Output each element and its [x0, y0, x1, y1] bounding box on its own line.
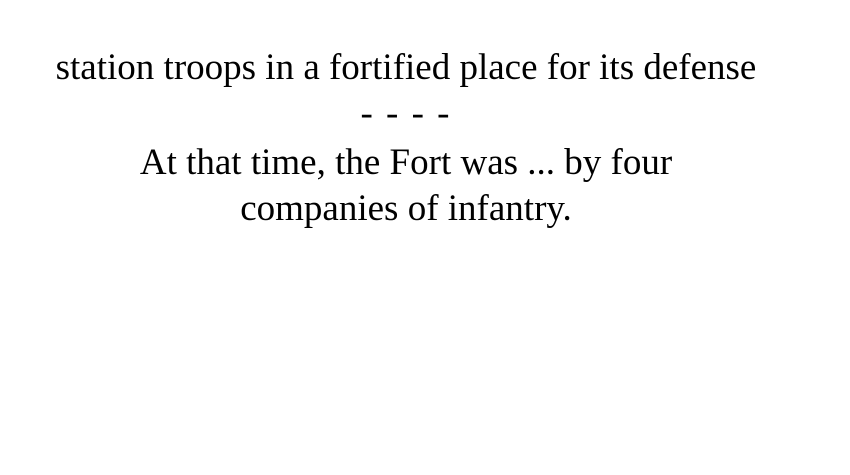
separator-dashes: - - - - [360, 93, 452, 134]
example-line-2: companies of infantry. [240, 188, 572, 229]
example-sentence [0, 140, 812, 232]
definition-text: station troops in a fortified place for its defense [55, 47, 757, 88]
example-line-1: At that time, the Fort was ... by four [139, 142, 673, 183]
